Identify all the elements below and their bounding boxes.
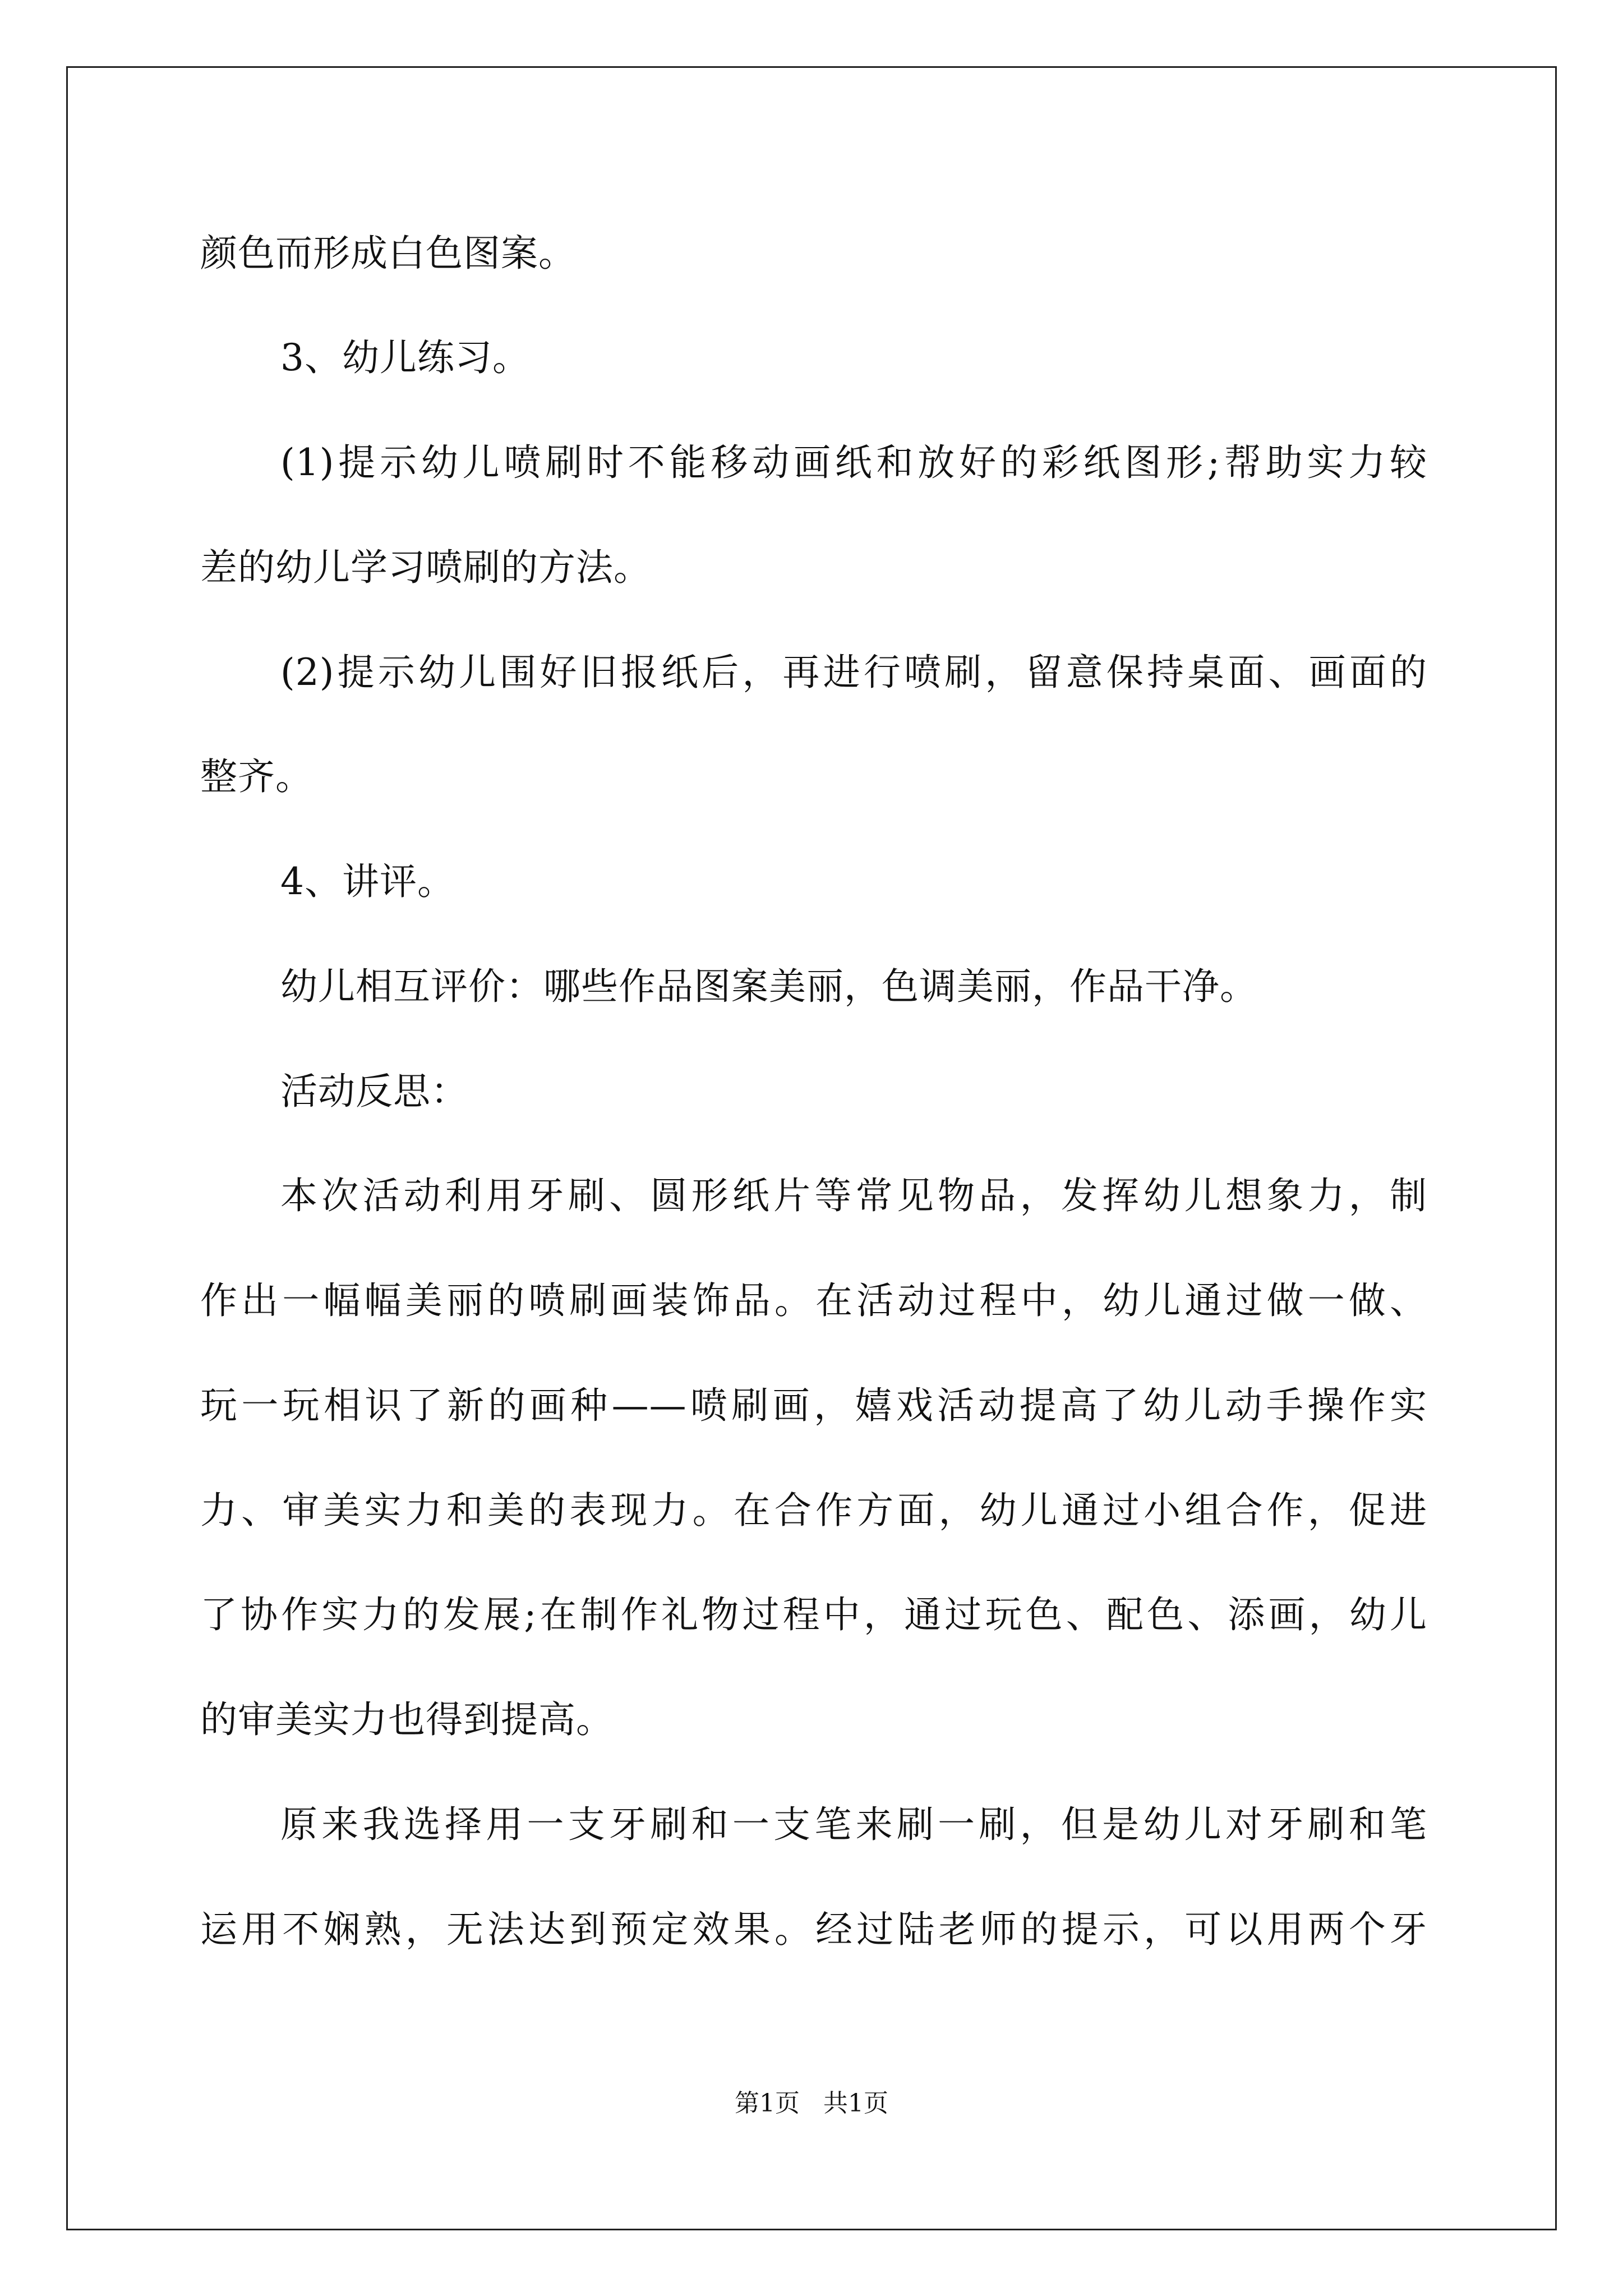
text-line: 力、审美实力和美的表现力。在合作方面，幼儿通过小组合作，促进 [200,1489,1427,1532]
text-line: 活动反思： [280,1070,468,1113]
text-line: 3、幼儿练习。 [280,336,530,379]
text-line: 幼儿相互评价：哪些作品图案美丽，色调美丽，作品干净。 [280,965,1257,1008]
text-line: 4、讲评。 [280,860,455,903]
text-line: 运用不娴熟，无法达到预定效果。经过陆老师的提示，可以用两个牙 [200,1908,1427,1951]
text-line: 原来我选择用一支牙刷和一支笔来刷一刷，但是幼儿对牙刷和笔 [280,1803,1427,1846]
page-footer: 第1页 共1页 [735,2089,888,2118]
text-line: 整齐。 [200,755,313,798]
page-border [66,66,1557,2230]
text-line: 的审美实力也得到提高。 [200,1698,614,1741]
text-line: 差的幼儿学习喷刷的方法。 [200,546,651,589]
text-line: 玩一玩相识了新的画种——喷刷画，嬉戏活动提高了幼儿动手操作实 [200,1384,1427,1427]
text-line: 颜色而形成白色图案。 [200,232,576,275]
text-line: 本次活动利用牙刷、圆形纸片等常见物品，发挥幼儿想象力，制 [280,1174,1427,1217]
text-line: (1)提示幼儿喷刷时不能移动画纸和放好的彩纸图形;帮助实力较 [280,441,1427,484]
text-line: 了协作实力的发展;在制作礼物过程中，通过玩色、配色、添画，幼儿 [200,1593,1427,1636]
text-line: 作出一幅幅美丽的喷刷画装饰品。在活动过程中，幼儿通过做一做、 [200,1279,1427,1322]
text-line: (2)提示幼儿围好旧报纸后，再进行喷刷，留意保持桌面、画面的 [280,651,1427,694]
